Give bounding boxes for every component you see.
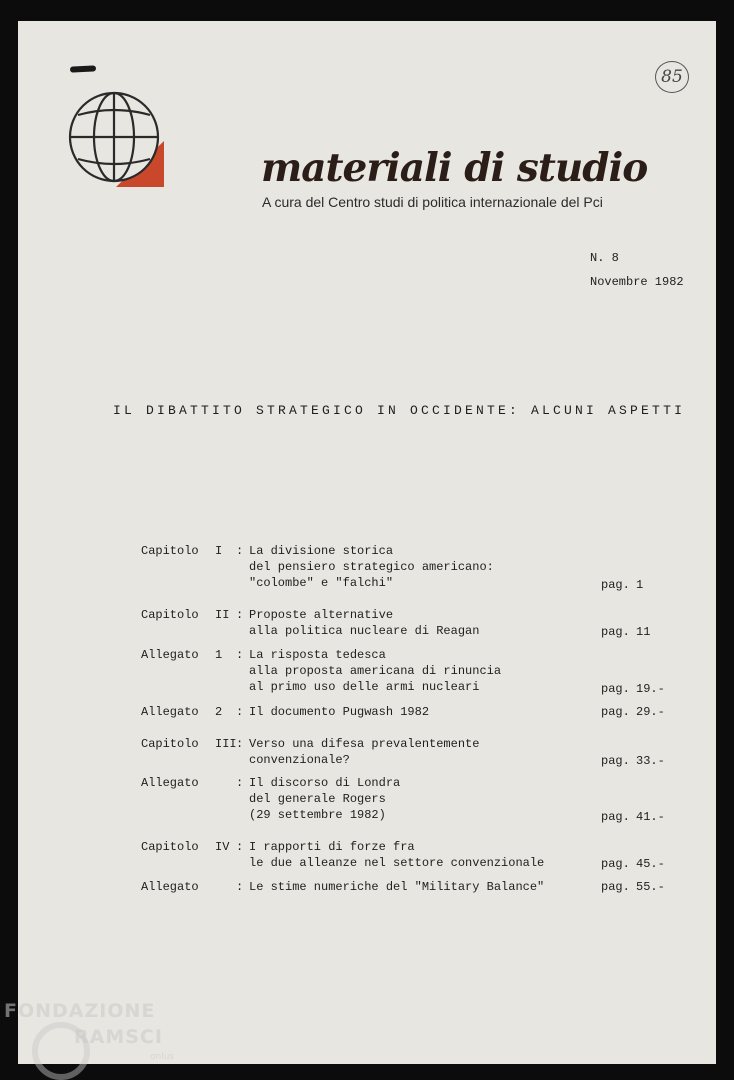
toc-entry-line: Proposte alternative (249, 608, 394, 622)
toc-entry-label: Allegato (141, 648, 199, 662)
toc-entry-description (249, 736, 479, 768)
toc-entry-pag-label: pag. (601, 880, 630, 894)
toc-entry-label: Allegato (141, 705, 199, 719)
toc-entry-pag-label: pag. (601, 857, 630, 871)
toc-entry-line: le due alleanze nel settore convenzionale (249, 856, 545, 870)
toc-entry-page: 1 (636, 578, 644, 592)
toc-entry-pag-label: pag. (601, 682, 630, 696)
toc-entry-description (249, 775, 400, 823)
toc-entry-pag-label: pag. (601, 625, 630, 639)
toc-entry-line: La divisione storica (249, 544, 394, 558)
toc-entry-number: II (215, 608, 230, 622)
toc-entry-pag-label: pag. (601, 578, 630, 592)
toc-entry-pag-label: pag. (601, 705, 630, 719)
toc-entry-line: I rapporti di forze fra (249, 840, 415, 854)
toc-entry-description (249, 543, 494, 591)
toc-entry-number: 2 (215, 705, 223, 719)
issue-date: Novembre 1982 (590, 275, 684, 289)
toc-entry-line: La risposta tedesca (249, 648, 386, 662)
toc-entry-colon: : (236, 776, 244, 790)
toc-entry-colon: : (236, 544, 244, 558)
toc-entry-label: Capitolo (141, 737, 199, 751)
toc-entry-page: 33.- (636, 754, 665, 768)
toc-entry-line: Le stime numeriche del "Military Balance" (249, 880, 545, 894)
toc-entry-page: 11 (636, 625, 651, 639)
publication-subtitle: A cura del Centro studi di politica internazionale del Pci (262, 194, 603, 210)
toc-entry-label: Capitolo (141, 544, 199, 558)
toc-entry-line: alla politica nucleare di Reagan (249, 624, 480, 638)
toc-entry-description (249, 704, 429, 720)
toc-entry-label: Allegato (141, 880, 199, 894)
toc-entry-line: "colombe" e "falchi" (249, 576, 394, 590)
toc-entry-pag-label: pag. (601, 810, 630, 824)
toc-entry-colon: : (236, 737, 244, 751)
globe-logo-icon (68, 89, 168, 189)
handwritten-number: 85 (655, 61, 689, 93)
toc-entry-line: al primo uso delle armi nucleari (249, 680, 480, 694)
toc-entry-description (249, 647, 501, 695)
toc-entry-label: Capitolo (141, 608, 199, 622)
document-headline: IL DIBATTITO STRATEGICO IN OCCIDENTE: ALCUNI ASPETTI (113, 403, 686, 418)
issue-number: N. 8 (590, 251, 619, 265)
watermark (4, 1000, 194, 1080)
toc-entry-number: 1 (215, 648, 223, 662)
watermark-line2: RAMSCI (74, 1026, 163, 1048)
toc-entry-label: Capitolo (141, 840, 199, 854)
toc-entry-label: Allegato (141, 776, 199, 790)
watermark-line1: FONDAZIONE (4, 1000, 156, 1022)
toc-entry-colon: : (236, 705, 244, 719)
toc-entry-description (249, 879, 544, 895)
toc-entry-page: 45.- (636, 857, 665, 871)
ink-mark (70, 65, 96, 72)
toc-entry-line: Verso una difesa prevalentemente (249, 737, 480, 751)
toc-entry-page: 19.- (636, 682, 665, 696)
toc-entry-description (249, 607, 479, 639)
toc-entry-number: IV (215, 840, 230, 854)
toc-entry-page: 29.- (636, 705, 665, 719)
toc-entry-colon: : (236, 840, 244, 854)
toc-entry-page: 41.- (636, 810, 665, 824)
toc-entry-number: I (215, 544, 223, 558)
toc-entry-description (249, 839, 544, 871)
toc-entry-line: convenzionale? (249, 753, 350, 767)
publication-title: materiali di studio (261, 145, 648, 191)
toc-entry-line: del pensiero strategico americano: (249, 560, 494, 574)
toc-entry-colon: : (236, 608, 244, 622)
toc-entry-line: del generale Rogers (249, 792, 386, 806)
toc-entry-number: III (215, 737, 237, 751)
toc-entry-colon: : (236, 648, 244, 662)
toc-entry-colon: : (236, 880, 244, 894)
toc-entry-line: alla proposta americana di rinuncia (249, 664, 502, 678)
toc-entry-line: Il documento Pugwash 1982 (249, 705, 430, 719)
toc-entry-pag-label: pag. (601, 754, 630, 768)
toc-entry-page: 55.- (636, 880, 665, 894)
watermark-line3: onlus (150, 1052, 175, 1062)
toc-entry-line: Il discorso di Londra (249, 776, 401, 790)
toc-entry-line: (29 settembre 1982) (249, 808, 386, 822)
